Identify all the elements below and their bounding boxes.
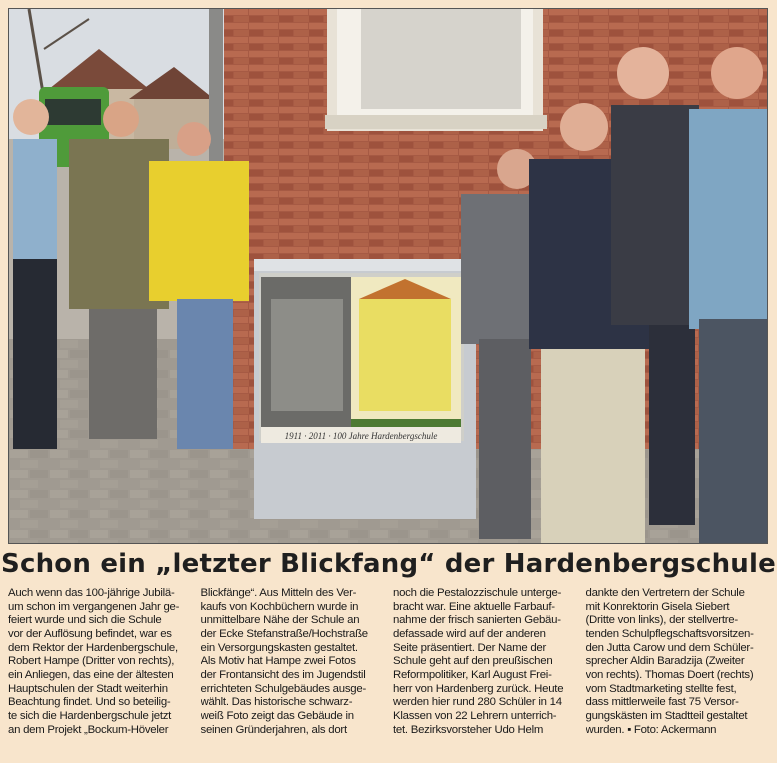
text-line: weiß Foto zeigt das Gebäude in bbox=[200, 709, 354, 722]
text-line: vom Stadtmarketing stellte fest, bbox=[585, 682, 737, 695]
text-line: Klassen von 22 Lehrern unterrich- bbox=[393, 709, 557, 722]
text-line: herr von Hardenberg zurück. Heute bbox=[393, 682, 564, 695]
text-line: errichteten Schulgebäudes ausge- bbox=[200, 682, 367, 695]
text-line: gungskästen im Stadtteil gestaltet bbox=[585, 709, 748, 722]
text-line: tenden Schulpflegschaftsvorsitzen- bbox=[585, 627, 754, 640]
news-photo bbox=[8, 8, 768, 544]
text-line: den Jutta Carow und dem Schüler- bbox=[585, 641, 754, 654]
text-line: Schule geht auf den preußischen bbox=[393, 655, 553, 668]
text-column-2 bbox=[201, 587, 384, 759]
text-line: nahme der frisch sanierten Gebäu- bbox=[393, 614, 561, 627]
text-column-3 bbox=[393, 587, 576, 759]
text-line: bracht war. Eine aktuelle Farbauf- bbox=[393, 600, 555, 613]
text-line: werden hier rund 280 Schüler in 14 bbox=[393, 696, 562, 709]
text-line: an dem Projekt „Bockum-Höveler bbox=[8, 723, 169, 736]
text-line: ein Anliegen, das eine der ältesten bbox=[8, 668, 174, 681]
text-line: unmittelbare Nähe der Schule an bbox=[200, 614, 360, 627]
text-column-4 bbox=[586, 587, 769, 759]
text-line: tet. Bezirksvorsteher Udo Helm bbox=[393, 723, 544, 736]
photo-illustration bbox=[9, 9, 767, 543]
article-headline: Schon ein „letzter Blickfang“ der Hardenbergschule bbox=[1, 549, 776, 579]
text-line: sprecher Aldin Baradzija (Zweiter bbox=[585, 655, 745, 668]
text-line: vor der Auflösung befindet, war es bbox=[8, 627, 172, 640]
text-line: Reformpolitiker, Karl August Frei- bbox=[393, 668, 552, 681]
text-line: Blickfänge“. Aus Mitteln des Ver- bbox=[200, 587, 357, 599]
text-line: wählt. Das historische schwarz- bbox=[200, 696, 353, 709]
text-line: defassade wird auf der anderen bbox=[393, 627, 546, 640]
text-line: der Frontansicht des im Jugendstil bbox=[200, 668, 366, 681]
text-line: Beachtung findet. Und so beteilig- bbox=[8, 696, 171, 709]
text-line: te sich die Hardenbergschule jetzt bbox=[8, 709, 172, 722]
text-line: dankte den Vertretern der Schule bbox=[585, 587, 745, 599]
text-line: mit Konrektorin Gisela Siebert bbox=[585, 600, 730, 613]
text-line: feiert wurde und sich die Schule bbox=[8, 614, 162, 627]
text-line: wurden. ▪ Foto: Ackermann bbox=[585, 723, 717, 736]
text-column-1 bbox=[8, 587, 191, 759]
text-line: seinen Gründerjahren, als dort bbox=[200, 723, 347, 736]
text-line: von rechts). Thomas Doert (rechts) bbox=[585, 668, 754, 681]
text-line: Als Motiv hat Hampe zwei Fotos bbox=[200, 655, 356, 668]
cabinet-caption: 1911 · 2011 · 100 Jahre Hardenbergschule bbox=[284, 431, 438, 441]
text-line: noch die Pestalozzischule unterge- bbox=[393, 587, 562, 599]
article-body bbox=[8, 587, 768, 759]
text-line: Robert Hampe (Dritter von rechts), bbox=[8, 655, 175, 668]
text-line: ein Versorgungskasten gestaltet. bbox=[200, 641, 358, 654]
text-line: Hauptschulen der Stadt weiterhin bbox=[8, 682, 168, 695]
text-line: kaufs von Kochbüchern wurde in bbox=[200, 600, 359, 613]
text-line: der Ecke Stefanstraße/Hochstraße bbox=[200, 627, 368, 640]
text-line: (Dritte von links), der stellvertre- bbox=[585, 614, 738, 627]
text-line: Seite präsentiert. Der Name der bbox=[393, 641, 547, 654]
text-line: dem Rektor der Hardenbergschule, bbox=[8, 641, 178, 654]
text-line: Auch wenn das 100-jährige Jubilä- bbox=[8, 587, 175, 599]
text-line: um schon im vergangenen Jahr ge- bbox=[8, 600, 180, 613]
text-line: dass mittlerweile fast 75 Versor- bbox=[585, 696, 739, 709]
